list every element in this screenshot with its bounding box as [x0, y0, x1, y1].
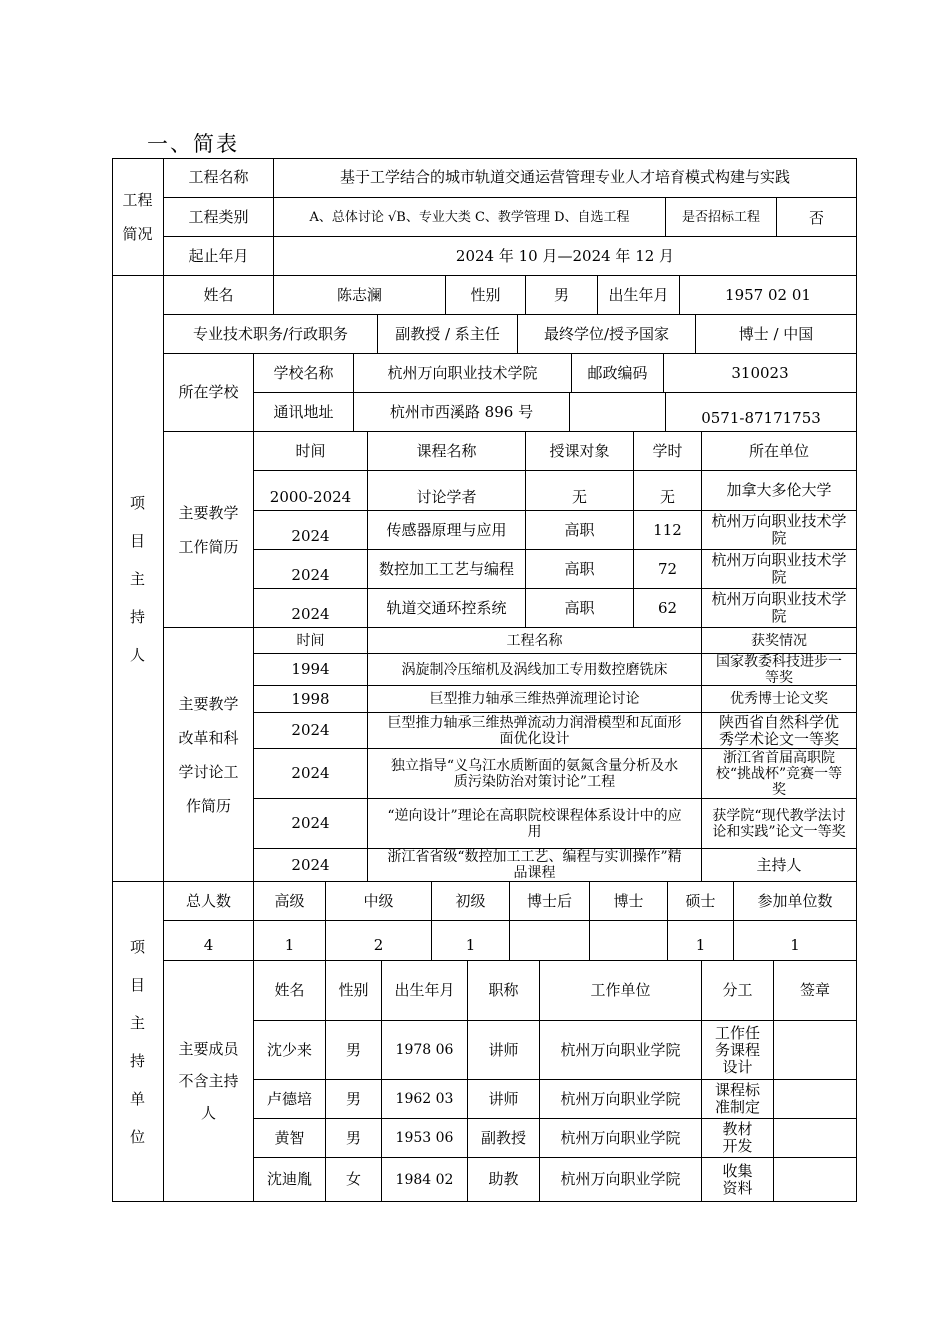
- phone: 0571-87171753: [666, 393, 857, 432]
- research-row-5-award: 获学院“现代教学法讨论和实践”论文一等奖: [702, 799, 857, 849]
- research-label: 主要教学改革和科学讨论工作简历: [164, 628, 254, 882]
- bid-value: 否: [777, 198, 857, 237]
- research-header-award: 获奖情况: [702, 628, 857, 654]
- research-row-4-project: 独立指导“义乌江水质断面的氨氮含量分析及水质污染防治对策讨论”工程: [368, 749, 702, 799]
- teaching-row-4-target: 高职: [526, 589, 634, 628]
- member-3-rank: 副教授: [468, 1119, 540, 1158]
- school-name: 杭州万向职业技术学院: [354, 354, 572, 393]
- teaching-row-4-unit: 杭州万向职业技术学院: [702, 589, 857, 628]
- host-name: 陈志澜: [274, 276, 446, 315]
- host-gender: 男: [526, 276, 598, 315]
- member-header-rank: 职称: [468, 961, 540, 1021]
- research-row-6-time: 2024: [254, 849, 368, 882]
- teaching-row-3-hours: 72: [634, 550, 702, 589]
- member-3-name: 黄智: [254, 1119, 326, 1158]
- member-2-birth: 1962 03: [382, 1080, 468, 1119]
- research-row-1-award: 国家教委科技进步一等奖: [702, 654, 857, 686]
- member-3-gender: 男: [326, 1119, 382, 1158]
- member-2-gender: 男: [326, 1080, 382, 1119]
- stats-value-middle: 2: [326, 921, 432, 961]
- member-4-workplace: 杭州万向职业学院: [540, 1158, 702, 1202]
- stats-header-postdoc: 博士后: [510, 882, 590, 921]
- member-4-gender: 女: [326, 1158, 382, 1202]
- stats-header-total: 总人数: [164, 882, 254, 921]
- teaching-row-3-target: 高职: [526, 550, 634, 589]
- teaching-row-2-unit: 杭州万向职业技术学院: [702, 511, 857, 550]
- member-header-name: 姓名: [254, 961, 326, 1021]
- teaching-row-3-time: 2024: [254, 550, 368, 589]
- school-name-label: 学校名称: [254, 354, 354, 393]
- research-row-3-award: 陕西省自然科学优秀学术论文一等奖: [702, 713, 857, 749]
- teaching-row-1-unit: 加拿大多伦大学: [702, 471, 857, 511]
- member-2-role: 课程标准制定: [702, 1080, 774, 1119]
- teaching-row-2-course: 传感器原理与应用: [368, 511, 526, 550]
- category-value: A、总体讨论 √B、专业大类 C、教学管理 D、自选工程: [274, 198, 666, 237]
- teaching-row-3-course: 数控加工工艺与编程: [368, 550, 526, 589]
- host-birth: 1957 02 01: [680, 276, 857, 315]
- teaching-row-1-course: 讨论学者: [368, 471, 526, 511]
- teaching-row-4-course: 轨道交通环控系统: [368, 589, 526, 628]
- stats-value-units: 1: [734, 921, 857, 961]
- teaching-header-unit: 所在单位: [702, 432, 857, 471]
- research-row-6-award: 主持人: [702, 849, 857, 882]
- host-title-label: 专业技术职务/行政职务: [164, 315, 378, 354]
- research-row-1-project: 涡旋制冷压缩机及涡线加工专用数控磨铣床: [368, 654, 702, 686]
- stats-header-senior: 高级: [254, 882, 326, 921]
- teaching-row-2-hours: 112: [634, 511, 702, 550]
- stats-header-master: 硕士: [668, 882, 734, 921]
- stats-header-phd: 博士: [590, 882, 668, 921]
- research-row-5-project: “逆向设计”理论在高职院校课程体系设计中的应用: [368, 799, 702, 849]
- member-4-role: 收集资料: [702, 1158, 774, 1202]
- page-title: 一、简表: [147, 132, 239, 156]
- member-1-rank: 讲师: [468, 1021, 540, 1080]
- member-header-role: 分工: [702, 961, 774, 1021]
- stats-value-postdoc: [510, 921, 590, 961]
- member-2-name: 卢德培: [254, 1080, 326, 1119]
- member-1-birth: 1978 06: [382, 1021, 468, 1080]
- host-name-label: 姓名: [164, 276, 274, 315]
- school-block-label: 所在学校: [164, 354, 254, 432]
- stats-header-junior: 初级: [432, 882, 510, 921]
- teaching-row-1-time: 2000-2024: [254, 471, 368, 511]
- address-blank: [570, 393, 666, 432]
- member-header-workplace: 工作单位: [540, 961, 702, 1021]
- member-header-birth: 出生年月: [382, 961, 468, 1021]
- research-row-6-project: 浙江省省级“数控加工工艺、编程与实训操作”精品课程: [368, 849, 702, 882]
- research-row-3-time: 2024: [254, 713, 368, 749]
- research-row-2-time: 1998: [254, 686, 368, 713]
- research-row-1-time: 1994: [254, 654, 368, 686]
- stats-value-junior: 1: [432, 921, 510, 961]
- overview-section-label: 工程简况: [112, 158, 164, 276]
- host-birth-label: 出生年月: [598, 276, 680, 315]
- teaching-header-hours: 学时: [634, 432, 702, 471]
- teaching-label: 主要教学工作简历: [164, 432, 254, 628]
- address-label: 通讯地址: [254, 393, 354, 432]
- member-4-birth: 1984 02: [382, 1158, 468, 1202]
- research-row-3-project: 巨型推力轴承三维热弹流动力润滑模型和瓦面形面优化设计: [368, 713, 702, 749]
- members-label: 主要成员不含主持人: [164, 961, 254, 1202]
- stats-header-units: 参加单位数: [734, 882, 857, 921]
- address: 杭州市西溪路 896 号: [354, 393, 570, 432]
- teaching-row-4-hours: 62: [634, 589, 702, 628]
- teaching-row-3-unit: 杭州万向职业技术学院: [702, 550, 857, 589]
- host-degree-label: 最终学位/授予国家: [518, 315, 696, 354]
- category-label: 工程类别: [164, 198, 274, 237]
- member-4-rank: 助教: [468, 1158, 540, 1202]
- teaching-row-1-hours: 无: [634, 471, 702, 511]
- research-row-5-time: 2024: [254, 799, 368, 849]
- stats-value-master: 1: [668, 921, 734, 961]
- host-section-label: 项目主持人: [112, 276, 164, 882]
- member-3-workplace: 杭州万向职业学院: [540, 1119, 702, 1158]
- host-title-value: 副教授 / 系主任: [378, 315, 518, 354]
- member-2-seal: [774, 1080, 857, 1119]
- member-1-workplace: 杭州万向职业学院: [540, 1021, 702, 1080]
- member-3-seal: [774, 1119, 857, 1158]
- host-gender-label: 性别: [446, 276, 526, 315]
- member-1-seal: [774, 1021, 857, 1080]
- teaching-header-time: 时间: [254, 432, 368, 471]
- research-row-2-award: 优秀博士论文奖: [702, 686, 857, 713]
- member-4-name: 沈迪胤: [254, 1158, 326, 1202]
- member-2-workplace: 杭州万向职业学院: [540, 1080, 702, 1119]
- member-1-name: 沈少来: [254, 1021, 326, 1080]
- teaching-row-2-time: 2024: [254, 511, 368, 550]
- research-row-2-project: 巨型推力轴承三维热弹流理论讨论: [368, 686, 702, 713]
- host-degree-value: 博士 / 中国: [696, 315, 857, 354]
- stats-value-senior: 1: [254, 921, 326, 961]
- teaching-header-course: 课程名称: [368, 432, 526, 471]
- member-1-role: 工作任务课程设计: [702, 1021, 774, 1080]
- period-label: 起止年月: [164, 237, 274, 276]
- member-header-seal: 签章: [774, 961, 857, 1021]
- research-row-4-award: 浙江省首届高职院校“挑战杯”竞赛一等奖: [702, 749, 857, 799]
- teaching-row-2-target: 高职: [526, 511, 634, 550]
- teaching-row-4-time: 2024: [254, 589, 368, 628]
- bid-label: 是否招标工程: [666, 198, 777, 237]
- project-name: 基于工学结合的城市轨道交通运营管理专业人才培育模式构建与实践: [274, 158, 857, 198]
- research-row-4-time: 2024: [254, 749, 368, 799]
- member-2-rank: 讲师: [468, 1080, 540, 1119]
- member-3-birth: 1953 06: [382, 1119, 468, 1158]
- research-header-time: 时间: [254, 628, 368, 654]
- unit-section-label: 项目主持单位: [112, 882, 164, 1202]
- stats-value-phd: [590, 921, 668, 961]
- research-header-project: 工程名称: [368, 628, 702, 654]
- member-4-seal: [774, 1158, 857, 1202]
- postcode: 310023: [664, 354, 857, 393]
- teaching-header-target: 授课对象: [526, 432, 634, 471]
- period-value: 2024 年 10 月—2024 年 12 月: [274, 237, 857, 276]
- postcode-label: 邮政编码: [572, 354, 664, 393]
- teaching-row-1-target: 无: [526, 471, 634, 511]
- member-header-gender: 性别: [326, 961, 382, 1021]
- stats-value-total: 4: [164, 921, 254, 961]
- stats-header-middle: 中级: [326, 882, 432, 921]
- project-name-label: 工程名称: [164, 158, 274, 198]
- member-1-gender: 男: [326, 1021, 382, 1080]
- member-3-role: 教材开发: [702, 1119, 774, 1158]
